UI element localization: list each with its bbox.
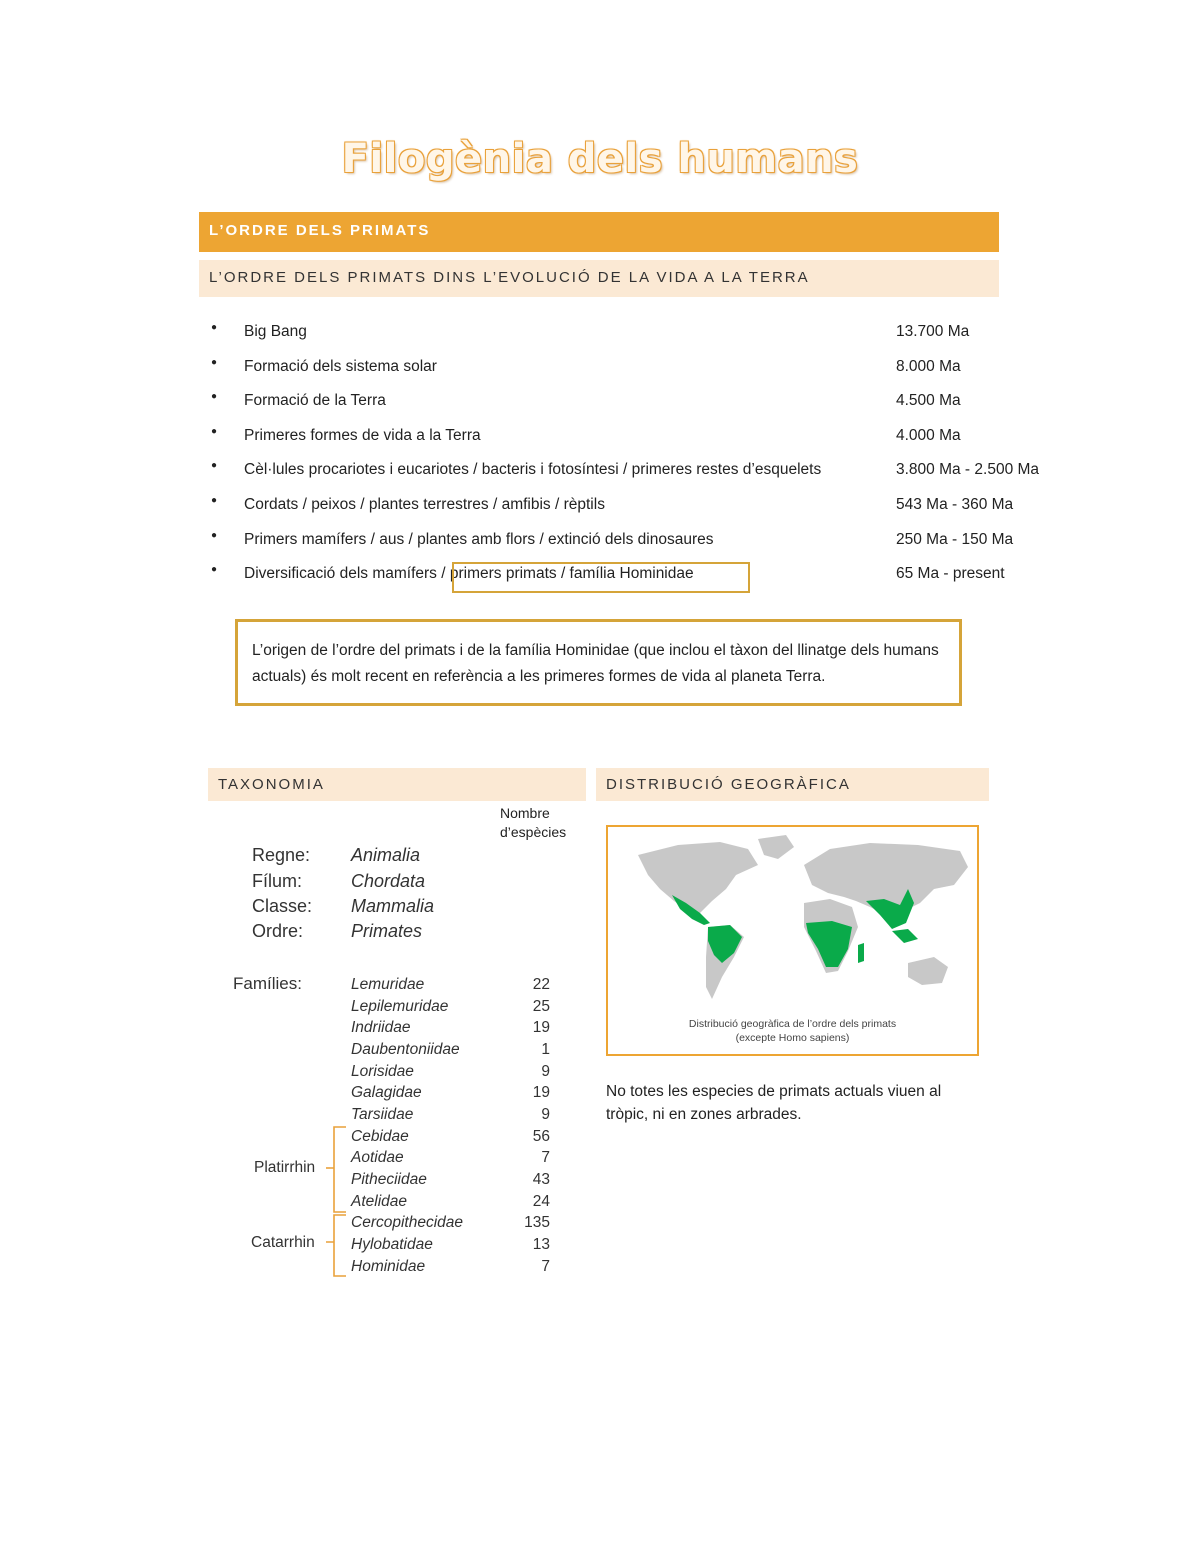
timeline-event: Primers mamífers / aus / plantes amb flors / extinció dels dinosaures [244, 530, 714, 548]
world-map [608, 827, 977, 1012]
map-caption-line1: Distribució geogràfica de l’ordre dels primats [688, 1018, 897, 1030]
family-name: Cercopithecidae [351, 1214, 464, 1231]
family-name: Lemuridae [351, 976, 425, 993]
bullet-icon: ● [211, 494, 218, 506]
timeline-item [206, 387, 1086, 422]
landmass-greenland [758, 835, 794, 859]
bullet-icon: ● [211, 391, 218, 403]
map-caption-line2: (excepte Homo sapiens) [735, 1032, 850, 1044]
family-count: 19 [532, 1084, 550, 1101]
bullet-icon: ● [211, 356, 218, 368]
timeline-date: 8.000 Ma [896, 357, 961, 375]
bracket-catarrhin [326, 1215, 346, 1276]
rank-value: Mammalia [351, 896, 435, 916]
family-count: 22 [532, 976, 550, 993]
bullet-icon: ● [211, 460, 218, 472]
timeline-item [206, 422, 1086, 457]
family-count: 9 [541, 1063, 550, 1080]
highlight-box [452, 562, 750, 593]
taxonomy-heading: TAXONOMIA [208, 768, 586, 801]
family-count: 13 [532, 1236, 550, 1253]
family-count: 1 [541, 1041, 550, 1058]
family-count: 135 [524, 1214, 550, 1231]
page-title: Filogènia dels humans [341, 136, 859, 182]
timeline-date: 250 Ma - 150 Ma [896, 530, 1014, 548]
timeline-date: 65 Ma - present [896, 565, 1005, 583]
family-count: 7 [541, 1149, 550, 1166]
family-count: 7 [541, 1258, 550, 1275]
family-count: 24 [532, 1193, 550, 1210]
rank-label: Fílum: [252, 871, 303, 891]
timeline-date: 543 Ma - 360 Ma [896, 495, 1014, 513]
rank-value: Chordata [351, 871, 426, 891]
timeline-date: 3.800 Ma - 2.500 Ma [896, 461, 1040, 479]
timeline-item [206, 526, 1086, 561]
map-caption [608, 1017, 977, 1045]
bullet-icon: ● [211, 322, 218, 333]
family-count: 56 [532, 1128, 550, 1145]
family-name: Indriidae [351, 1019, 411, 1036]
timeline-event: Primeres formes de vida a la Terra [244, 426, 481, 444]
family-name: Hominidae [351, 1258, 426, 1275]
timeline-item [206, 491, 1086, 526]
bullet-icon: ● [211, 529, 218, 541]
family-count: 25 [532, 998, 550, 1015]
evolution-timeline [206, 318, 1086, 595]
bullet-icon: ● [211, 425, 218, 437]
family-count: 19 [532, 1019, 550, 1036]
family-name: Atelidae [351, 1193, 408, 1210]
subsection-heading: L’ORDRE DELS PRIMATS DINS L’EVOLUCIÓ DE LA VIDA A LA TERRA [199, 260, 999, 297]
section-heading: L’ORDRE DELS PRIMATS [199, 212, 999, 252]
family-count: 9 [541, 1106, 550, 1123]
rank-label: Regne: [252, 845, 311, 865]
timeline-date: 4.500 Ma [896, 392, 961, 410]
timeline-date: 13.700 Ma [896, 323, 970, 340]
note-box [235, 619, 962, 706]
species-count-header-line1: Nombre [500, 805, 550, 821]
group-label-platirrhin: Platirrhin [254, 1159, 316, 1176]
timeline-event: Formació de la Terra [244, 392, 386, 410]
rank-label: Classe: [252, 896, 313, 916]
family-name: Lepilemuridae [351, 998, 449, 1015]
timeline-event: Diversificació dels mamífers / primers primats / família Hominidae [244, 565, 694, 583]
primate-range-indonesia [892, 929, 918, 943]
family-name: Tarsiidae [351, 1106, 414, 1123]
distribution-note: No totes les especies de primats actuals viuen al tròpic, ni en zones arbrades. [606, 1083, 942, 1123]
timeline-item [206, 456, 1086, 491]
family-name: Hylobatidae [351, 1236, 433, 1253]
distribution-map-figure [606, 825, 979, 1056]
family-name: Pitheciidae [351, 1171, 427, 1188]
rank-value: Primates [351, 921, 423, 941]
distribution-heading: DISTRIBUCIÓ GEOGRÀFICA [596, 768, 989, 801]
family-name: Lorisidae [351, 1063, 414, 1080]
timeline-event: Cordats / peixos / plantes terrestres / amfibis / rèptils [244, 495, 605, 513]
family-count: 43 [532, 1171, 550, 1188]
landmass-north-america [638, 842, 758, 913]
note-text: L’origen de l’ordre del primats i de la família Hominidae (que inclou el tàxon del llinatge dels humans actuals) és molt recent en referència a les primeres formes de vida al planeta Terra. [252, 642, 939, 685]
family-name: Galagidae [351, 1084, 422, 1101]
timeline-date: 4.000 Ma [896, 426, 961, 444]
landmass-australia [908, 957, 948, 985]
timeline-event: Big Bang [244, 323, 307, 340]
species-count-header [500, 804, 590, 842]
timeline-item [206, 353, 1086, 388]
rank-value: Animalia [351, 845, 421, 865]
family-name: Daubentoniidae [351, 1041, 460, 1058]
families-title: Famílies: [233, 974, 302, 993]
timeline-event: Cèl·lules procariotes i eucariotes / bacteris i fotosíntesi / primeres restes d’esquelets [244, 461, 822, 479]
bracket-platirrhin [330, 1127, 346, 1212]
group-label-catarrhin: Catarrhin [251, 1234, 315, 1251]
bullet-icon: ● [211, 564, 218, 576]
rank-label: Ordre: [252, 921, 304, 941]
group-brackets [320, 1124, 350, 1282]
primate-range-madagascar [858, 943, 864, 963]
family-name: Aotidae [351, 1149, 404, 1166]
timeline-event: Formació dels sistema solar [244, 357, 437, 375]
family-name: Cebidae [351, 1128, 409, 1145]
species-count-header-line2: d’espècies [500, 824, 567, 840]
timeline-item [206, 318, 1086, 353]
